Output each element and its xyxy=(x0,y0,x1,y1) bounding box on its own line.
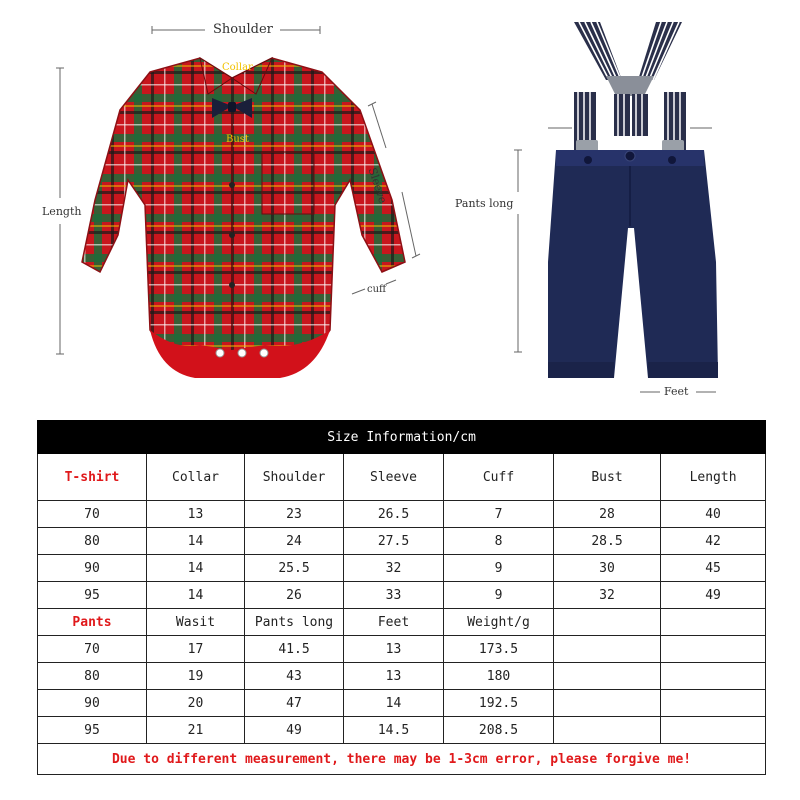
pants-section-label: Pants xyxy=(38,609,147,636)
table-cell: 42 xyxy=(661,528,766,555)
table-cell: 40 xyxy=(661,501,766,528)
pants-header-row xyxy=(38,609,766,636)
header-cell: Cuff xyxy=(444,454,554,501)
table-cell: 7 xyxy=(444,501,554,528)
header-cell: Bust xyxy=(554,454,661,501)
table-row xyxy=(38,690,766,717)
table-cell: 24 xyxy=(245,528,344,555)
table-cell: 8 xyxy=(444,528,554,555)
table-cell: 45 xyxy=(661,555,766,582)
table-row xyxy=(38,636,766,663)
table-cell: 90 xyxy=(38,690,147,717)
table-cell: 173.5 xyxy=(444,636,554,663)
disclaimer-row xyxy=(38,744,766,775)
table-cell: 13 xyxy=(344,663,444,690)
table-title: Size Information/cm xyxy=(38,421,766,454)
table-cell: 21 xyxy=(147,717,245,744)
header-cell: Sleeve xyxy=(344,454,444,501)
header-cell: Pants long xyxy=(245,609,344,636)
table-cell: 28.5 xyxy=(554,528,661,555)
empty-cell xyxy=(661,663,766,690)
table-cell: 9 xyxy=(444,582,554,609)
table-cell: 9 xyxy=(444,555,554,582)
table-cell: 70 xyxy=(38,501,147,528)
plaid-bodysuit xyxy=(82,58,405,378)
sleeve-label: Sleeve xyxy=(365,166,390,206)
table-cell: 41.5 xyxy=(245,636,344,663)
measurement-disclaimer: Due to different measurement, there may be 1-3cm error, please forgive me! xyxy=(38,744,766,775)
table-row xyxy=(38,501,766,528)
table-cell: 70 xyxy=(38,636,147,663)
feet-label: Feet xyxy=(664,385,689,398)
empty-cell xyxy=(661,609,766,636)
table-cell: 33 xyxy=(344,582,444,609)
header-cell: Feet xyxy=(344,609,444,636)
header-cell: Length xyxy=(661,454,766,501)
table-cell: 47 xyxy=(245,690,344,717)
collar-label: Collar xyxy=(222,62,253,73)
header-cell: Collar xyxy=(147,454,245,501)
table-cell: 28 xyxy=(554,501,661,528)
empty-cell xyxy=(661,636,766,663)
suspenders xyxy=(574,22,686,154)
table-cell: 14 xyxy=(344,690,444,717)
tshirt-header-row xyxy=(38,454,766,501)
table-cell: 23 xyxy=(245,501,344,528)
shoulder-label: Shoulder xyxy=(213,22,273,37)
table-cell: 17 xyxy=(147,636,245,663)
table-row xyxy=(38,663,766,690)
table-cell: 43 xyxy=(245,663,344,690)
table-cell: 192.5 xyxy=(444,690,554,717)
empty-cell xyxy=(554,663,661,690)
table-cell: 80 xyxy=(38,528,147,555)
table-cell: 14 xyxy=(147,582,245,609)
table-cell: 14.5 xyxy=(344,717,444,744)
table-cell: 180 xyxy=(444,663,554,690)
bust-label: Bust xyxy=(226,134,249,145)
empty-cell xyxy=(554,717,661,744)
table-cell: 32 xyxy=(554,582,661,609)
empty-cell xyxy=(554,690,661,717)
table-cell: 27.5 xyxy=(344,528,444,555)
cuff-label: cuff xyxy=(367,284,387,295)
navy-pants xyxy=(548,150,718,378)
table-cell: 30 xyxy=(554,555,661,582)
empty-cell xyxy=(554,609,661,636)
empty-cell xyxy=(554,636,661,663)
tshirt-section-label: T-shirt xyxy=(38,454,147,501)
empty-cell xyxy=(661,690,766,717)
table-cell: 80 xyxy=(38,663,147,690)
table-cell: 25.5 xyxy=(245,555,344,582)
table-row xyxy=(38,582,766,609)
table-cell: 49 xyxy=(661,582,766,609)
table-row xyxy=(38,528,766,555)
table-cell: 13 xyxy=(147,501,245,528)
table-cell: 26.5 xyxy=(344,501,444,528)
table-cell: 95 xyxy=(38,717,147,744)
length-label: Length xyxy=(42,205,82,218)
table-cell: 20 xyxy=(147,690,245,717)
pants-long-label: Pants long xyxy=(455,197,514,210)
size-table xyxy=(37,420,766,775)
table-cell: 32 xyxy=(344,555,444,582)
table-cell: 208.5 xyxy=(444,717,554,744)
size-table-wrap xyxy=(37,420,765,775)
table-cell: 14 xyxy=(147,555,245,582)
table-cell: 13 xyxy=(344,636,444,663)
table-cell: 14 xyxy=(147,528,245,555)
table-title-row xyxy=(38,421,766,454)
table-cell: 95 xyxy=(38,582,147,609)
table-cell: 90 xyxy=(38,555,147,582)
header-cell: Wasit xyxy=(147,609,245,636)
table-cell: 49 xyxy=(245,717,344,744)
empty-cell xyxy=(661,717,766,744)
table-cell: 19 xyxy=(147,663,245,690)
table-row xyxy=(38,555,766,582)
header-cell: Weight/g xyxy=(444,609,554,636)
header-cell: Shoulder xyxy=(245,454,344,501)
table-row xyxy=(38,717,766,744)
table-cell: 26 xyxy=(245,582,344,609)
